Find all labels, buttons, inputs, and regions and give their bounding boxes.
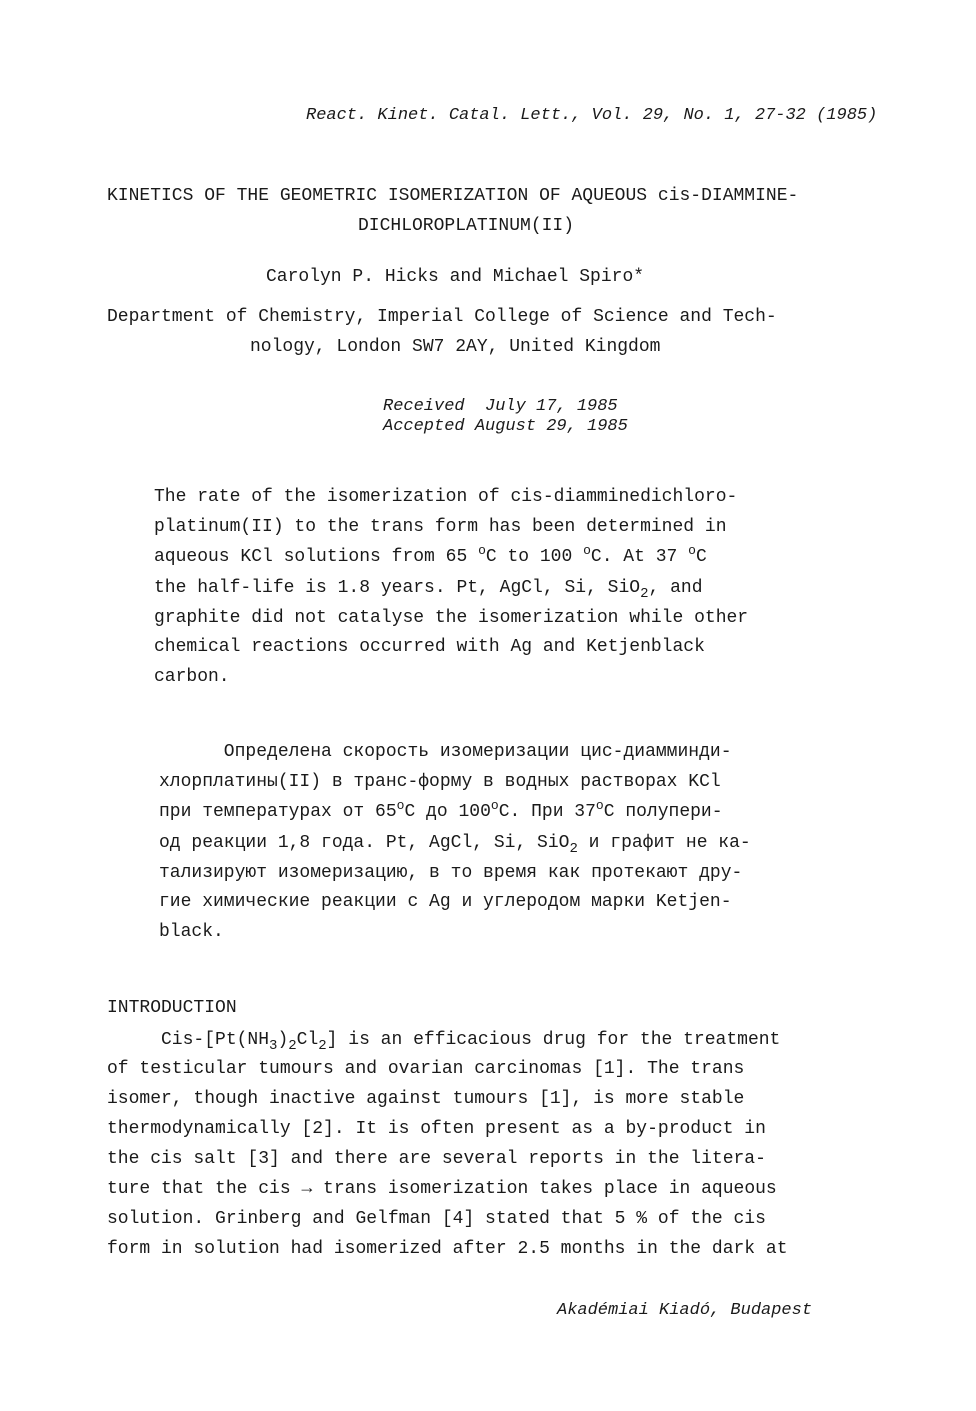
received-date: Received July 17, 1985 <box>383 397 618 416</box>
right-arrow-icon: → <box>301 1179 313 1199</box>
affiliation-line-1: Department of Chemistry, Imperial College of Science and Tech- <box>107 307 777 327</box>
abstract-en-line: the half-life is 1.8 years. Pt, AgCl, Si, SiO$_2$, and <box>154 578 703 602</box>
paper-title-line-2: DICHLOROPLATINUM(II) <box>358 216 575 236</box>
paper-title-line-1: KINETICS OF THE GEOMETRIC ISOMERIZATION OF AQUEOUS cis-DIAMMINE- <box>107 186 799 206</box>
intro-line: solution. Grinberg and Gelfman [4] stated that 5 % of the cis <box>107 1209 766 1229</box>
intro-line: isomer, though inactive against tumours [1], is more stable <box>107 1089 745 1109</box>
journal-citation: React. Kinet. Catal. Lett., Vol. 29, No. 1, 27-32 (1985) <box>306 106 878 125</box>
abstract-en-line: graphite did not catalyse the isomerization while other <box>154 608 749 628</box>
abstract-en-line: chemical reactions occurred with Ag and Ketjenblack <box>154 637 705 657</box>
abstract-en-line: aqueous KCl solutions from 65 $^o$C to 100 $^o$C. At 37 $^o$C <box>154 543 707 567</box>
abstract-en-line: platinum(II) to the trans form has been determined in <box>154 517 727 537</box>
section-heading: INTRODUCTION <box>107 998 237 1018</box>
authors: Carolyn P. Hicks and Michael Spiro* <box>266 267 645 287</box>
abstract-ru-line: black. <box>159 922 224 942</box>
intro-line: of testicular tumours and ovarian carcinomas [1]. The trans <box>107 1059 745 1079</box>
abstract-ru-line: гие химические реакции с Ag и углеродом марки Ketjen- <box>159 892 732 912</box>
abstract-ru-line: хлорплатины(II) в транс-форму в водных растворах KCl <box>159 772 721 792</box>
abstract-ru-line: Определена скорость изомеризации цис-диамминди- <box>159 742 732 762</box>
abstract-ru-line: тализируют изомеризацию, в то время как протекают дру- <box>159 863 743 883</box>
abstract-en-line: The rate of the isomerization of cis-diamminedichloro- <box>154 487 738 507</box>
accepted-date: Accepted August 29, 1985 <box>383 417 628 436</box>
abstract-en-line: carbon. <box>154 667 230 687</box>
intro-line: form in solution had isomerized after 2.5 months in the dark at <box>107 1239 788 1259</box>
intro-line: the cis salt [3] and there are several reports in the litera- <box>107 1149 766 1169</box>
publisher-footer: Akadémiai Kiadó, Budapest <box>557 1301 813 1320</box>
affiliation-line-2: nology, London SW7 2AY, United Kingdom <box>250 337 661 357</box>
intro-line: Cis-$[Pt(NH_3)_2Cl_2]$ is an efficacious drug for the treatment <box>107 1030 781 1054</box>
intro-line: thermodynamically [2]. It is often present as a by-product in <box>107 1119 766 1139</box>
intro-line: ture that the cis → trans isomerization takes place in aqueous <box>107 1179 777 1199</box>
abstract-ru-line: од реакции 1,8 года. Pt, AgCl, Si, SiO$_2$ и графит не ка- <box>159 833 751 857</box>
abstract-ru-line: при температурах от 65$^o$C до 100$^o$C. При 37$^o$C полупери- <box>159 798 723 822</box>
